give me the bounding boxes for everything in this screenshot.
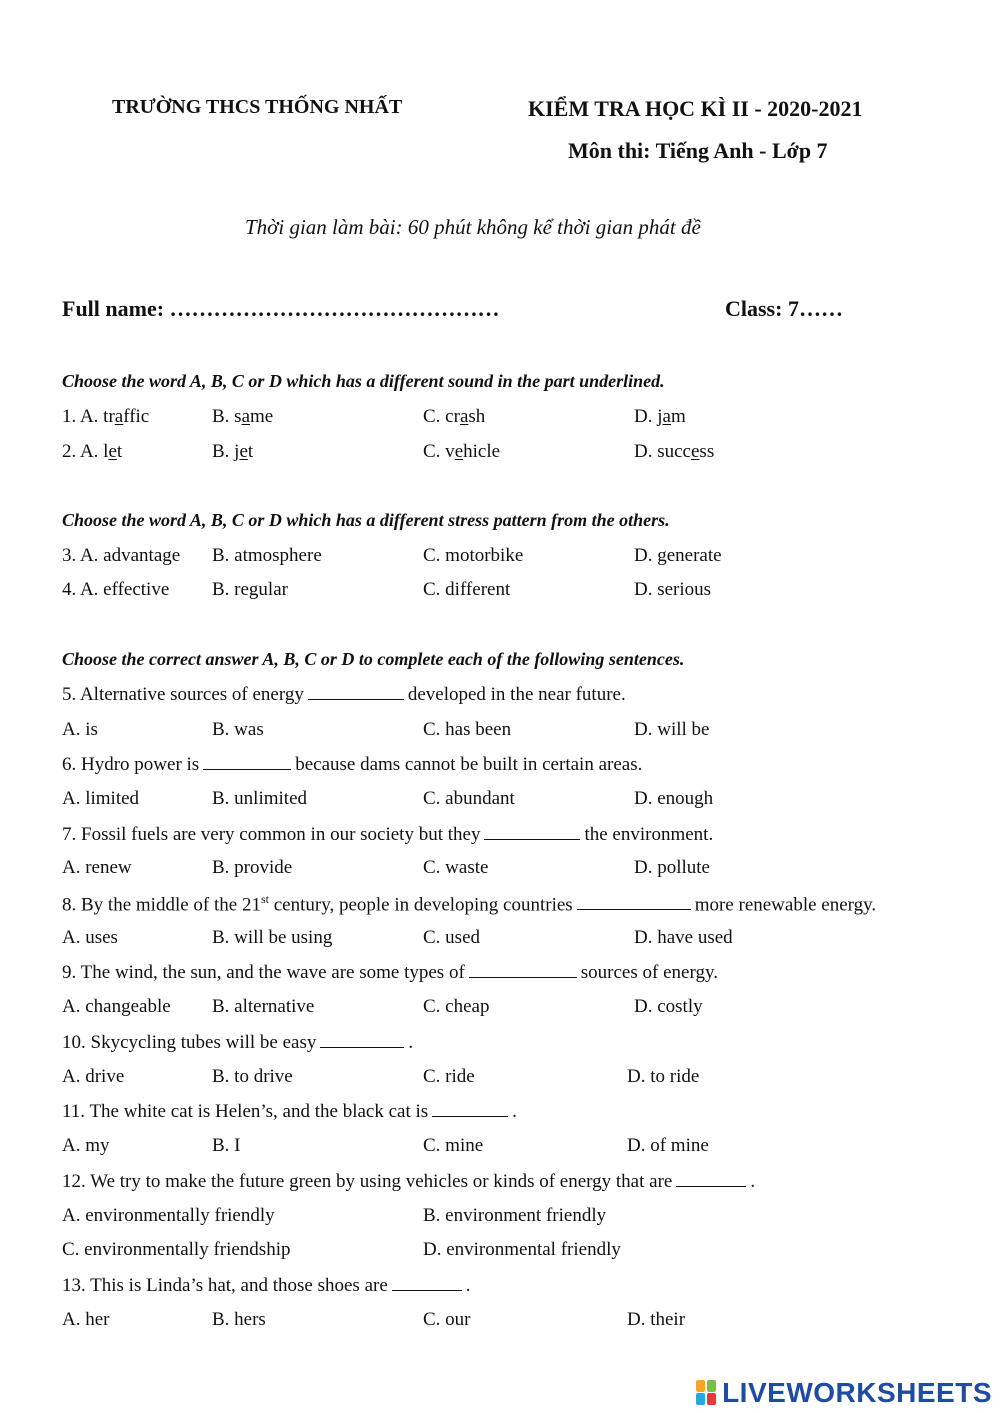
q6-option-b: B. unlimited: [212, 788, 307, 809]
q2-option-b: B. jet: [212, 441, 254, 462]
q9-option-b: B. alternative: [212, 996, 315, 1017]
q9-blank[interactable]: [469, 961, 577, 978]
q10-blank[interactable]: [320, 1031, 404, 1048]
subject-line: Môn thi: Tiếng Anh - Lớp 7: [568, 138, 828, 163]
q4-option-a: 4. A. effective: [62, 579, 170, 600]
q5-blank[interactable]: [308, 683, 404, 700]
q5-question: 5. Alternative sources of energy developed in the near future.: [62, 684, 626, 705]
q2-option-a: 2. A. let: [62, 441, 123, 462]
q10-option-c: C. ride: [423, 1066, 475, 1087]
q7-blank[interactable]: [484, 823, 580, 840]
q2-option-d: D. success: [634, 441, 715, 462]
q11-option-d: D. of mine: [627, 1135, 709, 1156]
q12-option-c: C. environmentally friendship: [62, 1239, 291, 1260]
q10-option-d: D. to ride: [627, 1066, 700, 1087]
q6-option-c: C. abundant: [423, 788, 515, 809]
q3-option-a: 3. A. advantage: [62, 545, 181, 566]
q8-option-d: D. have used: [634, 927, 733, 948]
liveworksheets-mark-icon: [696, 1380, 718, 1406]
q6-option-d: D. enough: [634, 788, 714, 809]
q9-question: 9. The wind, the sun, and the wave are some types of sources of energy.: [62, 962, 718, 983]
q11-option-a: A. my: [62, 1135, 110, 1156]
q13-option-d: D. their: [627, 1309, 686, 1330]
q13-option-c: C. our: [423, 1309, 471, 1330]
q7-option-b: B. provide: [212, 857, 293, 878]
q12-blank[interactable]: [676, 1170, 746, 1187]
q11-blank[interactable]: [432, 1100, 508, 1117]
q12-option-a: A. environmentally friendly: [62, 1205, 275, 1226]
section3-instruction: Choose the correct answer A, B, C or D to complete each of the following sentences.: [62, 649, 685, 669]
school-name: TRƯỜNG THCS THỐNG NHẤT: [112, 96, 403, 118]
q5-option-c: C. has been: [423, 719, 512, 740]
q7-option-a: A. renew: [62, 857, 132, 878]
time-note: Thời gian làm bài: 60 phút không kể thời gian phát đề: [245, 215, 701, 239]
q11-option-b: B. I: [212, 1135, 241, 1156]
q8-option-b: B. will be using: [212, 927, 333, 948]
q7-question: 7. Fossil fuels are very common in our society but they the environment.: [62, 824, 714, 845]
q9-option-a: A. changeable: [62, 996, 171, 1017]
q10-question: 10. Skycycling tubes will be easy .: [62, 1032, 414, 1053]
q12-question: 12. We try to make the future green by using vehicles or kinds of energy that are .: [62, 1171, 756, 1192]
full-name-field: Full name: ………………………………………: [62, 296, 500, 321]
class-field: Class: 7……: [725, 296, 843, 321]
section1-instruction: Choose the word A, B, C or D which has a different sound in the part underlined.: [62, 371, 665, 391]
q7-option-c: C. waste: [423, 857, 489, 878]
liveworksheets-wordmark: LIVEWORKSHEETS: [722, 1377, 992, 1408]
q13-blank[interactable]: [392, 1274, 462, 1291]
q3-option-c: C. motorbike: [423, 545, 524, 566]
q1-option-a: 1. A. traffic: [62, 406, 150, 427]
q8-option-a: A. uses: [62, 927, 118, 948]
q10-option-b: B. to drive: [212, 1066, 293, 1087]
q10-option-a: A. drive: [62, 1066, 125, 1087]
q4-option-c: C. different: [423, 579, 511, 600]
q1-option-d: D. jam: [634, 406, 686, 427]
q6-option-a: A. limited: [62, 788, 140, 809]
q9-option-d: D. costly: [634, 996, 703, 1017]
q7-option-d: D. pollute: [634, 857, 710, 878]
q3-option-d: D. generate: [634, 545, 722, 566]
q6-blank[interactable]: [203, 753, 291, 770]
q13-question: 13. This is Linda’s hat, and those shoes are .: [62, 1275, 471, 1296]
q5-option-b: B. was: [212, 719, 264, 740]
q3-option-b: B. atmosphere: [212, 545, 322, 566]
section2-instruction: Choose the word A, B, C or D which has a different stress pattern from the others.: [62, 510, 670, 530]
q8-question: 8. By the middle of the 21st century, people in developing countries more renewable energy.: [62, 892, 877, 916]
q4-option-d: D. serious: [634, 579, 712, 600]
q11-option-c: C. mine: [423, 1135, 484, 1156]
q9-option-c: C. cheap: [423, 996, 490, 1017]
q2-option-c: C. vehicle: [423, 441, 501, 462]
q8-option-c: C. used: [423, 927, 480, 948]
q12-option-d: D. environmental friendly: [423, 1239, 621, 1260]
q4-option-b: B. regular: [212, 579, 288, 600]
liveworksheets-logo: [696, 1377, 992, 1409]
q1-option-b: B. same: [212, 406, 274, 427]
q5-option-a: A. is: [62, 719, 98, 740]
q5-option-d: D. will be: [634, 719, 710, 740]
exam-title: KIỂM TRA HỌC KÌ II - 2020-2021: [528, 96, 863, 121]
q1-option-c: C. crash: [423, 406, 486, 427]
q12-option-b: B. environment friendly: [423, 1205, 607, 1226]
q6-question: 6. Hydro power is because dams cannot be built in certain areas.: [62, 754, 643, 775]
q13-option-a: A. her: [62, 1309, 110, 1330]
q13-option-b: B. hers: [212, 1309, 266, 1330]
q8-blank[interactable]: [577, 893, 691, 910]
q11-question: 11. The white cat is Helen’s, and the black cat is .: [62, 1101, 517, 1122]
